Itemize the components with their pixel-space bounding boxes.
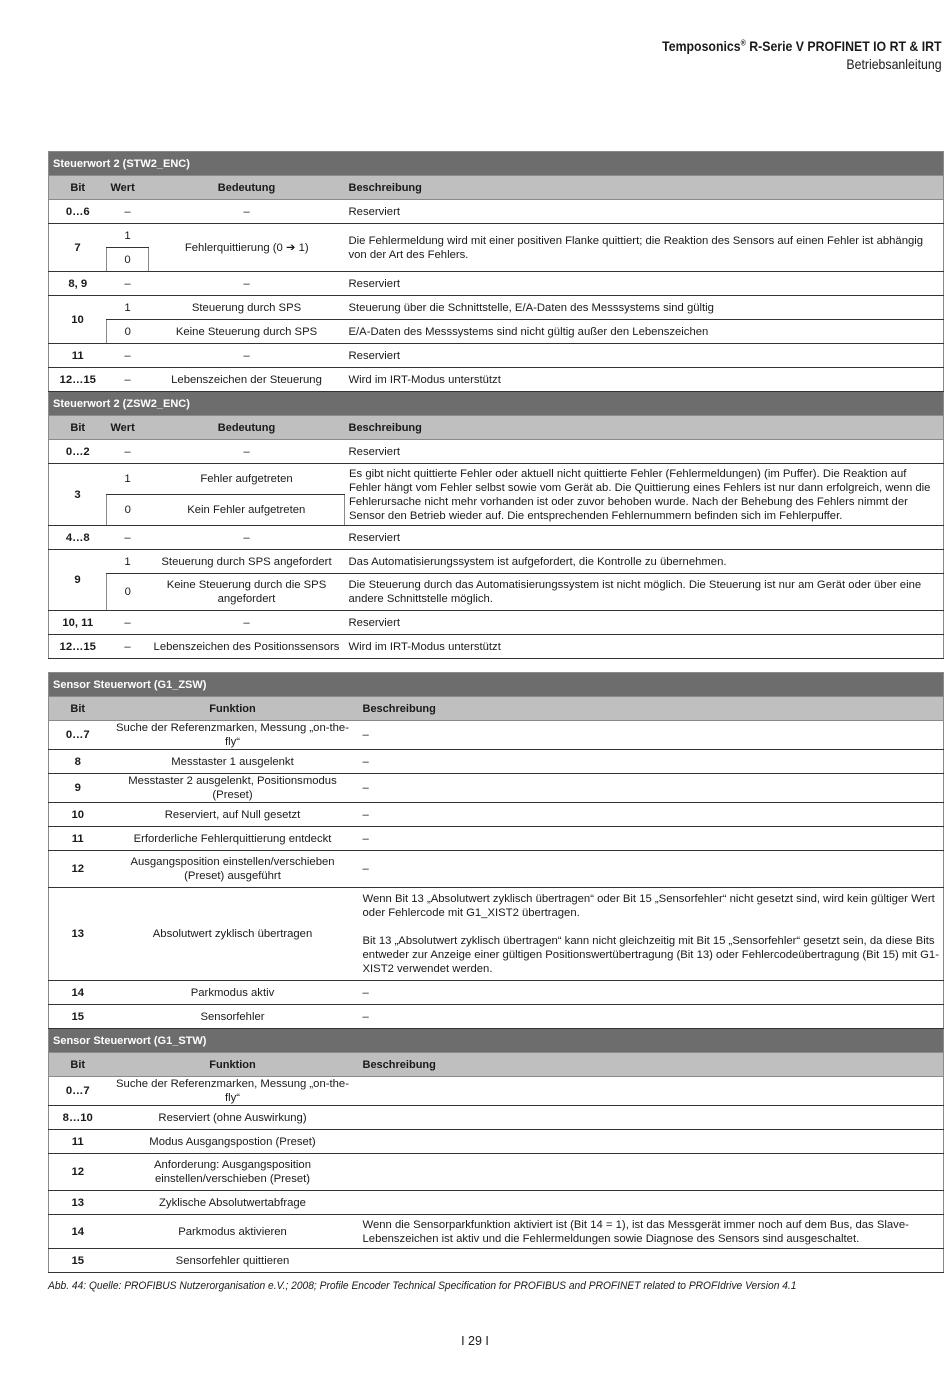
col-header-wert: Wert <box>107 416 149 440</box>
col-header-bit: Bit <box>49 1053 107 1077</box>
table-row: 0…7 Suche der Referenzmarken, Messung „on-the-fly“ – <box>49 721 944 750</box>
table-row: 8, 9 – – Reserviert <box>49 272 944 296</box>
table-row: 11 Modus Ausgangspostion (Preset) <box>49 1130 944 1154</box>
table-row: 11 – – Reserviert <box>49 344 944 368</box>
document-subtitle: Betriebsanleitung <box>846 55 942 72</box>
section-title: Sensor Steuerwort (G1_STW) <box>49 1029 944 1053</box>
table-row: 0 Kein Fehler aufgetreten <box>49 495 944 526</box>
table-row: 10, 11 – – Reserviert <box>49 611 944 635</box>
col-header-beschreibung: Beschreibung <box>345 416 944 440</box>
table-row: 11 Erforderliche Fehlerquittierung entdeckt – <box>49 827 944 851</box>
table-row: 4…8 – – Reserviert <box>49 526 944 550</box>
table-row: 0…7 Suche der Referenzmarken, Messung „on-the-fly“ <box>49 1077 944 1106</box>
table-row: 10 Reserviert, auf Null gesetzt – <box>49 803 944 827</box>
figure-caption: Abb. 44: Quelle: PROFIBUS Nutzerorganisation e.V.; 2008; Profile Encoder Technical Specification for PROFIBUS and PROFINET related to PROFIdrive Version 4.1 <box>48 1280 797 1292</box>
table-row: 9 1 Steuerung durch SPS angefordert Das Automatisierungssystem ist aufgefordert, die Kontrolle zu übernehmen. <box>49 550 944 574</box>
table-row: 12 Ausgangsposition einstellen/verschieben (Preset) ausgeführt – <box>49 851 944 888</box>
table-row: 13 Zyklische Absolutwertabfrage <box>49 1191 944 1215</box>
table-row: 13 Absolutwert zyklisch übertragen Wenn Bit 13 „Absolutwert zyklisch übertragen“ oder Bit 15 „Sensorfehler“ nicht gesetzt sind, wird kein gültiger Wert oder Fehlercode mit G1_XIST2 übertragen. Bit 13 „Absolutwert zyklisch übertragen“ kann nicht gleichzeitig mit Bit 15 „Sensorfehler“ gesetzt sein, da diese Bits entweder zur Anzeige einer gültigen Positionswertübertragung (Bit 13) oder Fehlercodeübertragung (Bit 15) mit G1-XIST2 verwendet werden. <box>49 888 944 981</box>
table-row: 8 Messtaster 1 ausgelenkt – <box>49 750 944 774</box>
col-header-bit: Bit <box>49 176 107 200</box>
col-header-bedeutung: Bedeutung <box>149 416 345 440</box>
section-title: Sensor Steuerwort (G1_ZSW) <box>49 673 944 697</box>
table-row: 0 Keine Steuerung durch SPS E/A-Daten des Messsystems sind nicht gültig außer den Lebenszeichen <box>49 320 944 344</box>
table-row: 7 1 Fehlerquittierung (0 ➔ 1) Die Fehlermeldung wird mit einer positiven Flanke quittiert; die Reaktion des Sensors auf einen Fehler ist abhängig von der Art des Fehlers. <box>49 224 944 248</box>
col-header-funktion: Funktion <box>107 697 359 721</box>
table-row: 14 Parkmodus aktiv – <box>49 981 944 1005</box>
page-number: I 29 I <box>461 1334 489 1348</box>
col-header-bedeutung: Bedeutung <box>149 176 345 200</box>
table-row: 9 Messtaster 2 ausgelenkt, Positionsmodus (Preset) – <box>49 774 944 803</box>
col-header-bit: Bit <box>49 697 107 721</box>
description-paragraph: Wenn Bit 13 „Absolutwert zyklisch übertragen“ oder Bit 15 „Sensorfehler“ nicht gesetzt sind, wird kein gültiger Wert oder Fehlercode mit G1_XIST2 übertragen. <box>362 893 935 919</box>
table-row: 0…2 – – Reserviert <box>49 440 944 464</box>
col-header-bit: Bit <box>49 416 107 440</box>
col-header-beschreibung: Beschreibung <box>359 1053 944 1077</box>
table-row: 14 Parkmodus aktivieren Wenn die Sensorparkfunktion aktiviert ist (Bit 14 = 1), ist das Messgerät immer noch auf dem Bus, das Slave-Lebenszeichen ist aktiv und die Fehlermeldungen sowie Diagnose des Sensors sind ausgeschaltet. <box>49 1215 944 1249</box>
table-row: 3 1 Fehler aufgetreten Es gibt nicht quittierte Fehler oder aktuell nicht quittierte Fehler (Fehlermeldungen) (im Puffer). Die Reaktion auf Fehler hängt vom Fehler selbst sowie vom Gerät ab. Die Quittierung eines Fehlers ist nur dann erfolgreich, wenn die Fehlerursache nicht mehr vorhanden ist oder zuvor behoben wurde. Nach der Behebung des Fehlers nimmt der Sensor den Betrieb wieder auf. Die entsprechenden Fehlernummern befinden sich im Fehlerpuffer. <box>49 464 944 495</box>
section-title: Steuerwort 2 (ZSW2_ENC) <box>49 392 944 416</box>
col-header-beschreibung: Beschreibung <box>359 697 944 721</box>
section-title: Steuerwort 2 (STW2_ENC) <box>49 152 944 176</box>
table-row: 0 <box>49 248 944 272</box>
sensor-steuerwort-table <box>48 672 944 1273</box>
col-header-beschreibung: Beschreibung <box>345 176 944 200</box>
page-header <box>624 38 942 73</box>
steuerwort-table <box>48 151 944 659</box>
table-row: 0…6 – – Reserviert <box>49 200 944 224</box>
table-row: 0 Keine Steuerung durch die SPS angefordert Die Steuerung durch das Automatisierungssystem ist nicht möglich. Die Steuerung ist nur am Gerät oder über eine andere Schnittstelle möglich. <box>49 574 944 611</box>
table-row: 15 Sensorfehler quittieren <box>49 1249 944 1273</box>
table-row: 8…10 Reserviert (ohne Auswirkung) <box>49 1106 944 1130</box>
description-paragraph: Bit 13 „Absolutwert zyklisch übertragen“ kann nicht gleichzeitig mit Bit 15 „Sensorfehler“ gesetzt sein, da diese Bits entweder zur Anzeige einer gültigen Positionswertübertragung (Bit 13) oder Fehlercodeübertragung (Bit 15) mit G1-XIST2 verwendet werden. <box>362 935 939 975</box>
col-header-wert: Wert <box>107 176 149 200</box>
table-row: 12 Anforderung: Ausgangsposition einstellen/verschieben (Preset) <box>49 1154 944 1191</box>
table-row: 15 Sensorfehler – <box>49 1005 944 1029</box>
table-row: 12…15 – Lebenszeichen der Steuerung Wird im IRT-Modus unterstützt <box>49 368 944 392</box>
document-title: Temposonics® R-Serie V PROFINET IO RT & IRT <box>662 38 942 54</box>
table-row: 10 1 Steuerung durch SPS Steuerung über die Schnittstelle, E/A-Daten des Messsystems sind gültig <box>49 296 944 320</box>
table-row: 12…15 – Lebenszeichen des Positionssensors Wird im IRT-Modus unterstützt <box>49 635 944 659</box>
col-header-funktion: Funktion <box>107 1053 359 1077</box>
